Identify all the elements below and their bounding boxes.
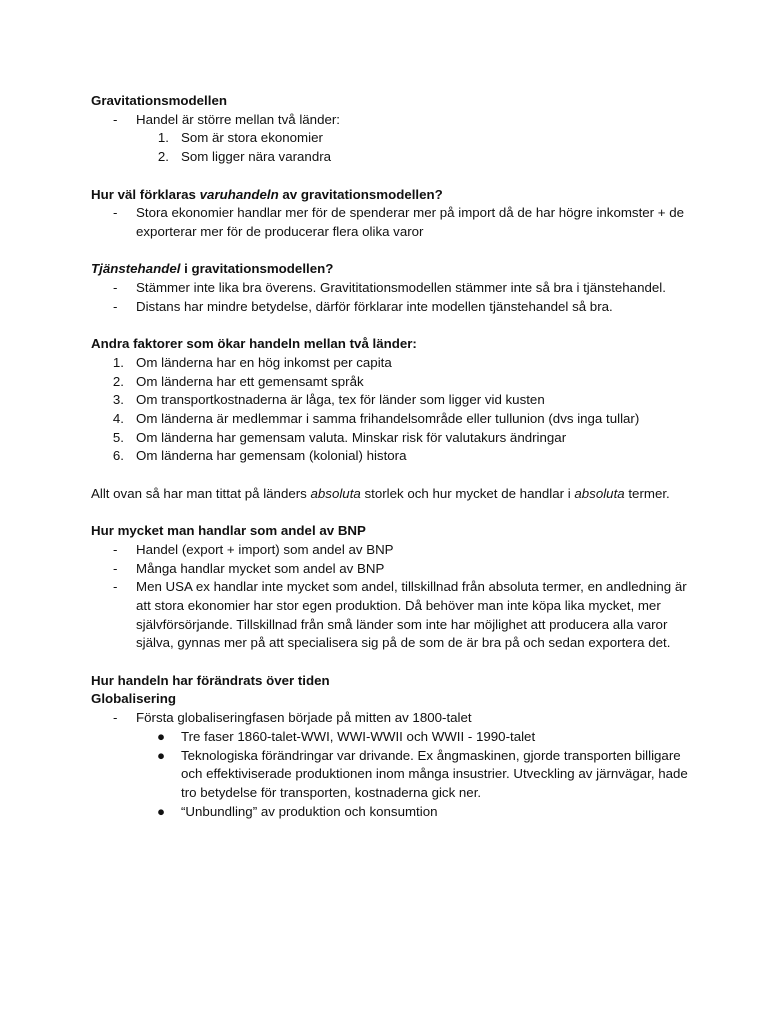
dash-marker: -	[113, 280, 118, 295]
list-item: ● “Unbundling” av produktion och konsumtion	[91, 803, 691, 822]
bullet-icon: ●	[157, 747, 166, 763]
list-item: 4. Om länderna är medlemmar i samma frihandelsområde eller tullunion (dvs inga tullar)	[91, 410, 691, 429]
list-item: 6. Om länderna har gemensam (kolonial) histora	[91, 447, 691, 466]
dash-marker: -	[113, 560, 118, 576]
number-marker: 1.	[157, 130, 169, 146]
heading-tjanstehandel: Tjänstehandel i gravitationsmodellen?	[91, 261, 334, 277]
heading-gravitationsmodellen: Gravitationsmodellen	[91, 93, 227, 108]
number-marker: 2.	[157, 149, 169, 165]
list-item: - Handel är större mellan två länder:	[91, 111, 691, 130]
list-item: 2. Som ligger nära varandra	[91, 148, 691, 167]
list-item: - Distans har mindre betydelse, därför förklarar inte modellen tjänstehandel så bra.	[91, 298, 691, 317]
list-item: ● Teknologiska förändringar var drivande. Ex ångmaskinen, gjorde transporten billigare och effektiviserade produktionen inom många insustrier. Utveckling av järnvägar, hade tro betydelse för transporten, kostnaderna gick ner.	[157, 747, 688, 800]
list-item: 2. Om länderna har ett gemensamt språk	[91, 373, 691, 392]
heading-andel-av-bnp: Hur mycket man handlar som andel av BNP	[91, 523, 366, 539]
heading-varuhandeln: Hur väl förklaras varuhandeln av gravitationsmodellen?	[91, 186, 443, 202]
list-item: - Första globaliseringfasen började på mitten av 1800-talet	[91, 709, 691, 728]
dash-marker: -	[113, 298, 118, 314]
bullet-icon: ●	[157, 803, 166, 819]
list-item: 1. Som är stora ekonomier	[91, 129, 691, 148]
number-marker: 6.	[112, 448, 124, 464]
heading-handeln-over-tiden: Hur handeln har förändrats över tiden	[91, 672, 330, 688]
list-item: - Stora ekonomier handlar mer för de spenderar mer på import då de har högre inkomster + de exporterar mer för de producerar flera olika varor	[113, 205, 685, 239]
list-item: 1. Om länderna har en hög inkomst per capita	[91, 354, 691, 373]
dash-marker: -	[113, 579, 118, 595]
bullet-icon: ●	[157, 728, 166, 744]
list-item: - Stämmer inte lika bra överens. Gravititationsmodellen stämmer inte så bra i tjänstehandel.	[91, 279, 691, 298]
dash-marker: -	[113, 541, 118, 557]
dash-marker: -	[113, 710, 118, 726]
list-item: - Många handlar mycket som andel av BNP	[91, 560, 691, 579]
list-item: - Handel (export + import) som andel av BNP	[91, 541, 691, 560]
heading-globalisering: Globalisering	[91, 691, 176, 707]
dash-marker: -	[113, 111, 118, 127]
paragraph-absoluta: Allt ovan så har man tittat på länders absoluta storlek och hur mycket de handlar i absoluta termer.	[91, 485, 670, 501]
list-item: - Men USA ex handlar inte mycket som andel, tillskillnad från absoluta termer, en andledning är att stora ekonomier har stor egen produktion. Då behöver man inte köpa lika mycket, mer självförsörjande. Tillskillnad från små länder som inte har möjlighet att producera alla varor själva, gynnas mer på att specialisera sig på de som de är bra på och sedan exportera det.	[113, 579, 687, 651]
heading-andra-faktorer: Andra faktorer som ökar handeln mellan två länder:	[91, 336, 417, 352]
number-marker: 1.	[112, 354, 124, 370]
list-item: 3. Om transportkostnaderna är låga, tex för länder som ligger vid kusten	[91, 391, 691, 410]
list-item: ● Tre faser 1860-talet-WWI, WWI-WWII och WWII - 1990-talet	[91, 728, 691, 747]
list-item: 5. Om länderna har gemensam valuta. Minskar risk för valutakurs ändringar	[91, 429, 691, 448]
number-marker: 5.	[112, 429, 124, 445]
number-marker: 3.	[112, 392, 124, 408]
number-marker: 4.	[112, 410, 124, 426]
number-marker: 2.	[112, 373, 124, 389]
dash-marker: -	[113, 205, 118, 221]
document-body	[91, 92, 691, 821]
